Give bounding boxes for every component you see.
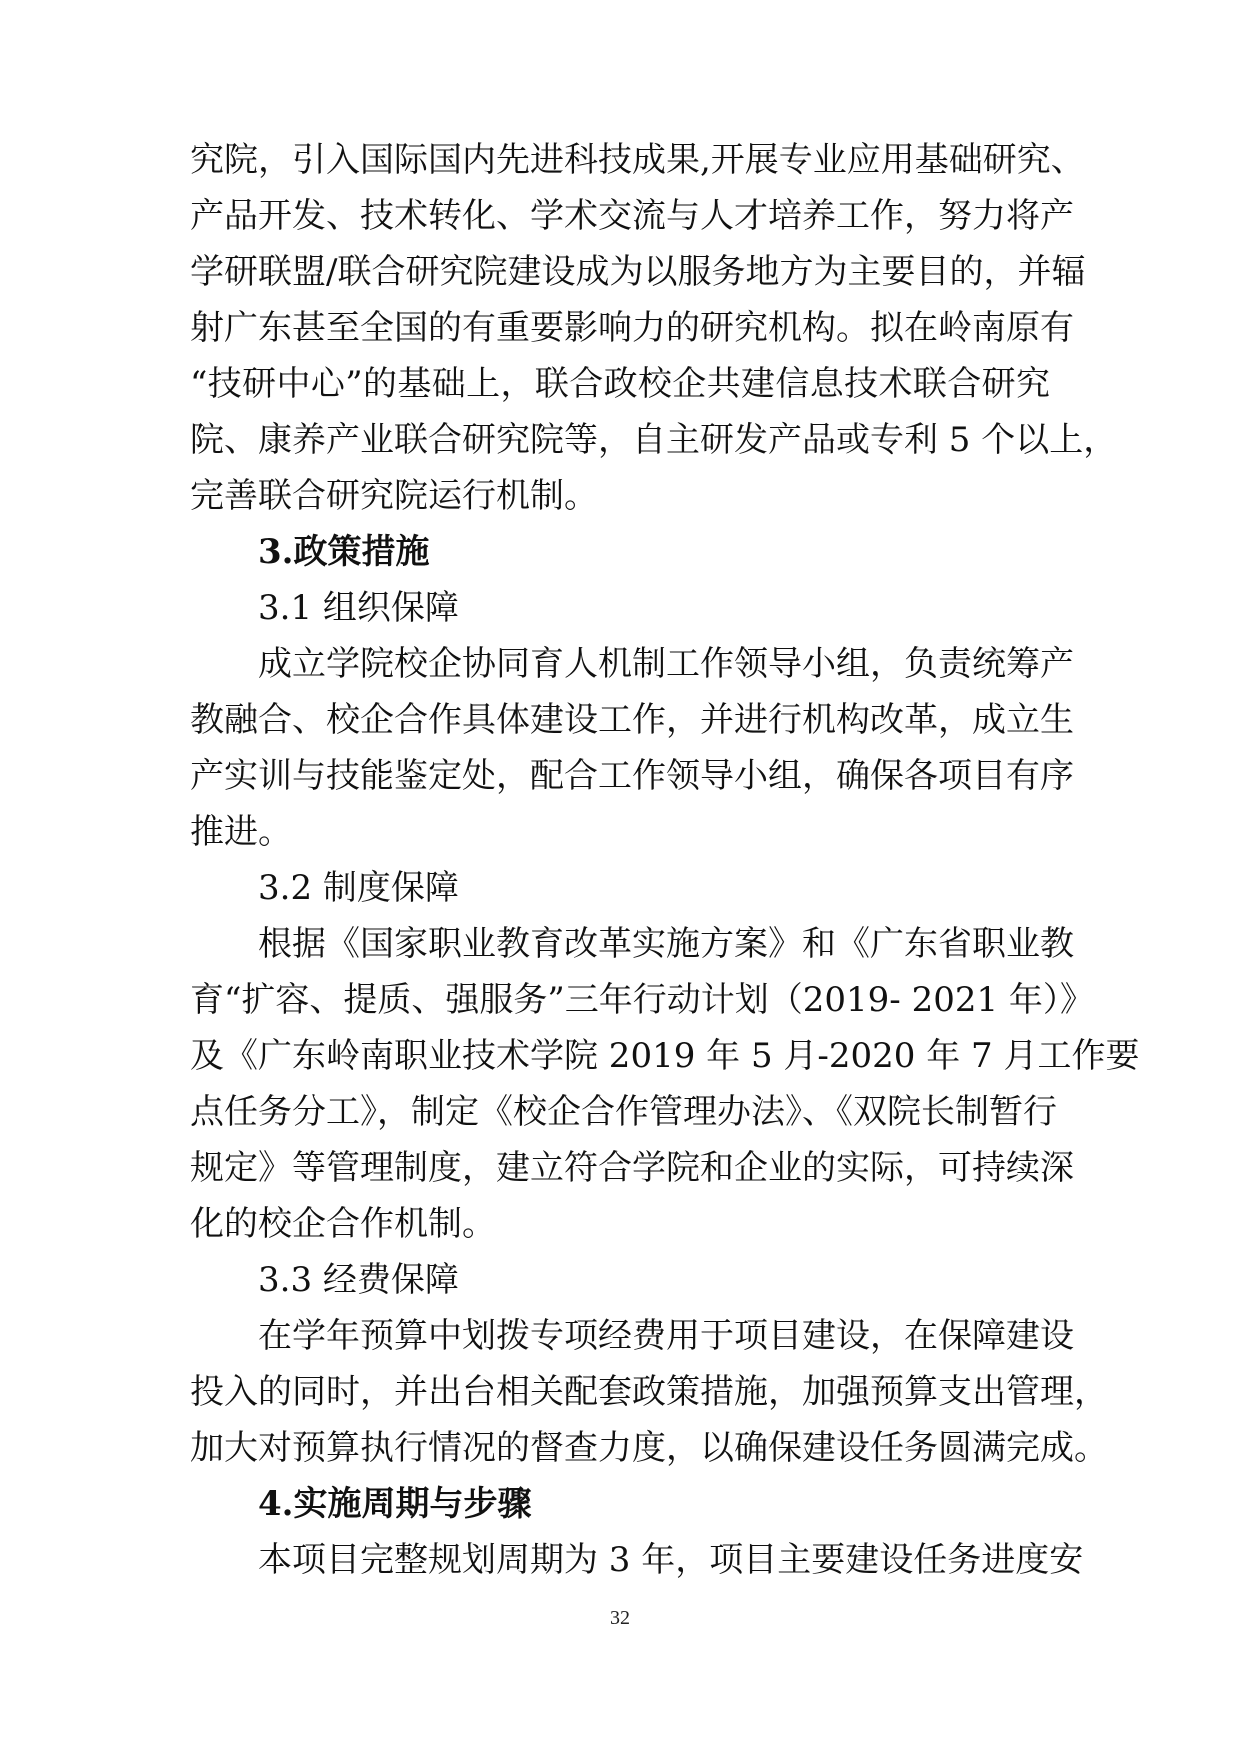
subsection-heading: 3.2 制度保障 [258, 868, 459, 908]
paragraph-line: 完善联合研究院运行机制。 [190, 476, 598, 516]
paragraph-line: 学研联盟/联合研究院建设成为以服务地方为主要目的，并辐 [190, 252, 1086, 292]
subsection-heading: 3.3 经费保障 [258, 1260, 459, 1300]
paragraph-line: 教融合、校企合作具体建设工作，并进行机构改革，成立生 [190, 700, 1074, 740]
paragraph-line: 根据《国家职业教育改革实施方案》和《广东省职业教 [258, 924, 1074, 964]
paragraph-line: 点任务分工》，制定《校企合作管理办法》、《双院长制暂行 [190, 1092, 1057, 1132]
paragraph-line: 加大对预算执行情况的督查力度，以确保建设任务圆满完成。 [190, 1428, 1108, 1468]
paragraph-line: 射广东甚至全国的有重要影响力的研究机构。拟在岭南原有 [190, 308, 1074, 348]
paragraph-line: 本项目完整规划周期为 3 年，项目主要建设任务进度安 [258, 1540, 1084, 1580]
paragraph-line: 投入的同时，并出台相关配套政策措施，加强预算支出管理， [190, 1372, 1108, 1412]
paragraph-line: 推进。 [190, 812, 292, 852]
paragraph-line: 在学年预算中划拨专项经费用于项目建设，在保障建设 [258, 1316, 1074, 1356]
paragraph-line: 究院，引入国际国内先进科技成果,开展专业应用基础研究、 [190, 140, 1085, 180]
paragraph-line: 育“扩容、提质、强服务”三年行动计划（2019- 2021 年）》 [190, 980, 1094, 1020]
section-heading: 3.政策措施 [258, 532, 430, 572]
paragraph-line: 成立学院校企协同育人机制工作领导小组，负责统筹产 [258, 644, 1074, 684]
paragraph-line: 院、康养产业联合研究院等，自主研发产品或专利 5 个以上， [190, 420, 1118, 460]
paragraph-line: 化的校企合作机制。 [190, 1204, 496, 1244]
page-number: 32 [610, 1607, 630, 1629]
paragraph-line: 产实训与技能鉴定处，配合工作领导小组，确保各项目有序 [190, 756, 1074, 796]
paragraph-line: “技研中心”的基础上，联合政校企共建信息技术联合研究 [190, 364, 1050, 404]
section-heading: 4.实施周期与步骤 [258, 1484, 532, 1524]
paragraph-line: 规定》等管理制度，建立符合学院和企业的实际，可持续深 [190, 1148, 1074, 1188]
paragraph-line: 产品开发、技术转化、学术交流与人才培养工作，努力将产 [190, 196, 1074, 236]
subsection-heading: 3.1 组织保障 [258, 588, 459, 628]
paragraph-line: 及《广东岭南职业技术学院 2019 年 5 月-2020 年 7 月工作要 [190, 1036, 1140, 1076]
